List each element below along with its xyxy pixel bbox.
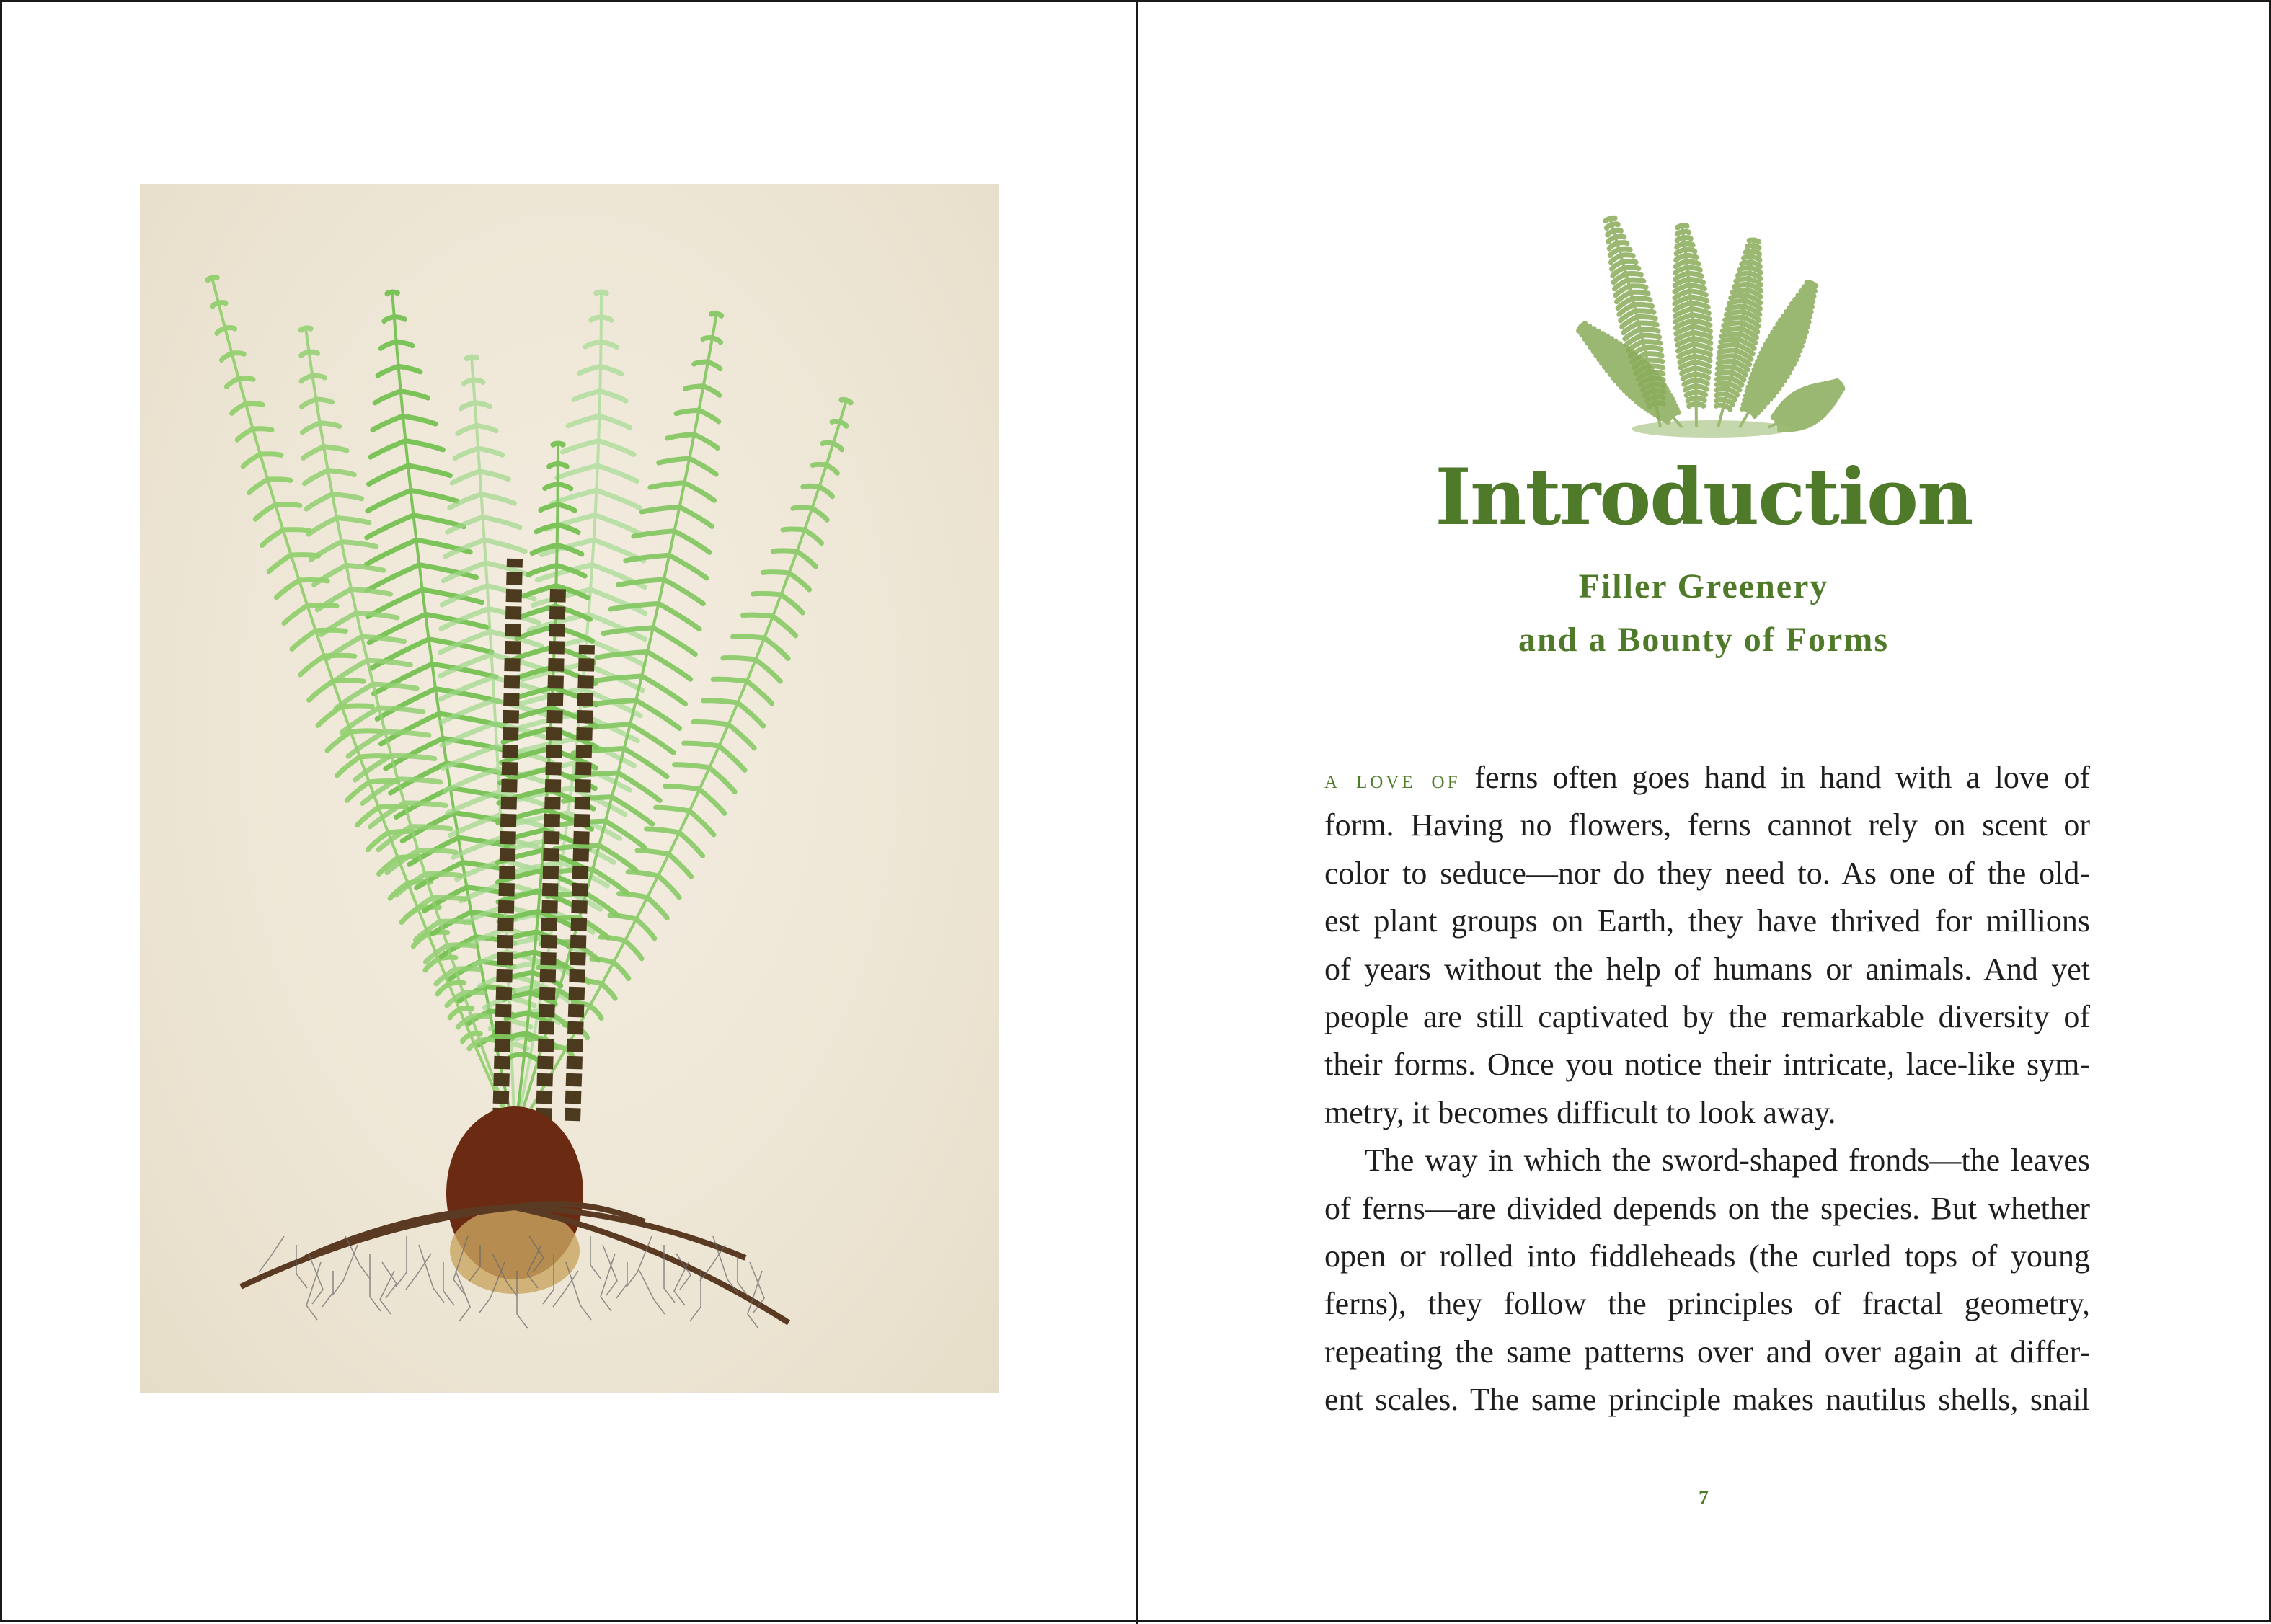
subtitle-line: Filler Greenery [1578,567,1829,605]
ornament-ground [1632,420,1790,438]
body-line: color to seduce—nor do they need to. As one of the old- [1324,855,2090,891]
body-line: ent scales. The same principle makes nautilus shells, snail [1324,1382,2090,1418]
body-line: their forms. Once you notice their intricate, lace-like sym- [1324,1047,2090,1083]
ornament-sprig [1675,226,1711,427]
fern-sprigs-ornament [1552,197,1855,456]
body-text [1324,754,2090,1424]
fern-sprigs-svg [1552,197,1855,456]
body-line: of years without the help of humans or animals. And yet [1324,951,2090,987]
body-line: repeating the same patterns over and over again at differ- [1324,1334,2090,1370]
page-number: 7 [1699,1487,1709,1509]
body-line [1324,754,2090,802]
page-gutter [1136,2,1138,1624]
lead-in-small-caps: a love of [1324,765,1461,794]
body-line: open or rolled into fiddleheads (the curled tops of young [1324,1238,2090,1274]
subtitle-line: and a Bounty of Forms [1518,621,1890,659]
body-line: metry, it becomes difficult to look away. [1324,1094,1836,1130]
body-line: est plant groups on Earth, they have thrived for millions [1324,903,2090,939]
body-line: people are still captivated by the remarkable diversity of [1324,998,2090,1034]
body-line: ferns), they follow the principles of fractal geometry, [1324,1286,2090,1322]
body-line: of ferns—are divided depends on the species. But whether [1324,1190,2090,1226]
fern-illustration-svg [140,184,999,1393]
body-line: form. Having no flowers, ferns cannot rely on scent or [1324,807,2090,843]
chapter-title: Introduction [1435,452,1973,543]
fern-frond [366,292,515,1135]
body-line: The way in which the sword-shaped fronds—the leaves [1365,1142,2090,1179]
body-line-text: ferns often goes hand in hand with a love of [1460,760,2090,795]
chapter-subtitle [1300,560,2107,667]
fern-plate-illustration [140,184,999,1393]
